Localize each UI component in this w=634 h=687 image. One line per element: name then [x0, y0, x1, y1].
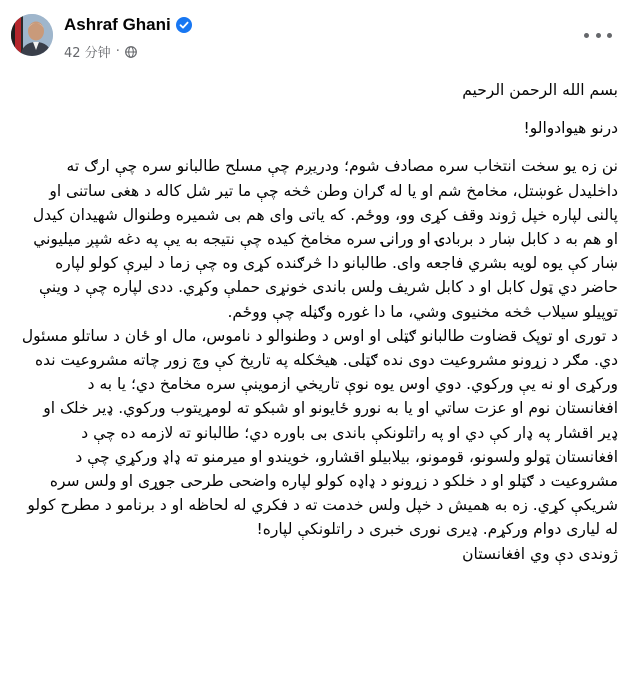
post-salutation: درنو هیوادوالو!: [523, 119, 618, 138]
post-body: [20, 78, 618, 566]
post-closing: ژوندی دې وي افغانستان: [462, 544, 618, 563]
meta-separator: ·: [115, 44, 120, 59]
post-greeting: بسم الله الرحمن الرحیم: [462, 81, 618, 99]
post-meta: [64, 42, 137, 61]
more-options-icon[interactable]: [584, 25, 612, 45]
globe-icon[interactable]: [125, 46, 137, 58]
author-name[interactable]: [64, 15, 192, 35]
post-timestamp[interactable]: 42 分钟: [64, 46, 111, 61]
verified-badge-icon: [176, 17, 192, 33]
post-paragraph: د توری او توپک قضاوت طالبانو ګټلی او اوس د وطنوالو د ناموس، مال او ځان د ساتلو مسئول دي. مګر د زړونو مشروعیت دوی نده ګټلی. هیڅکله په تاریخ کې وچ زور چاته مشروعیت نده ورکړی او نه یې ورکوي. دوي اوس یوه نوې تاریخي ازموینې سره مخامخ دي؛ یا به د افغانستان نوم او عزت ساتي او یا به نورو ځایونو او شبکو ته لومړیتوب ورکوي. ډیر خلک او ډیر اقشار په ډار کې دي او په راتلونکې باندی بی باوره دي؛ طالبانو ته لازمه ده چې د افغانستان ټولو ولسونو، قومونو، بیلابیلو اقشارو، خویندو او میرمنو ته ډاډ ورکړي چې د مشروعیت د ګټلو او د خلکو د زړونو د ډاډه کولو لپاره واضحی طرحی جوړی او ولس سره شریکې کړي. زه به همیش د خپل ولس خدمت ته د فکري له لحاظه او د برنامو د مطرح کولو له لیاری دوام ورکړم. ډیری نوری خبری د راتلونکې لپاره!: [21, 326, 618, 539]
post-header: [0, 0, 634, 68]
author-name-text[interactable]: Ashraf Ghani: [64, 15, 171, 34]
avatar[interactable]: [11, 14, 53, 56]
post-paragraph: نن زه یو سخت انتخاب سره مصادف شوم؛ ودریږم چې مسلح طالبانو سره چې ارګ ته داخلیدل غوښتل، مخامخ شم او یا له ګران وطن څخه چې ما تیر شل کاله د هغی ساتنی او پالنی لپاره خپل ژوند وقف کړی وو، ووځم. که یاتی وای هم بی شمیره وطنوال شهیدان کیدل او هم به د کابل ښار د بربادۍ او ورانۍ سره مخامخ کیده چې نتیجه به یې په دغه شپږ میلیوني ښار کې یوه لويه بشري فاجعه وای. طالبانو دا څرګنده کړی وه چې زما د لیرې کولو لپاره حاضر دي ټول کابل او د کابل شریف ولس باندی خونړی حملې وکړي. ددی لپاره چې د وینې توپیلو سیلاب څخه مخنیوی وشي، ما دا غوره وګڼله چې ووځم.: [32, 157, 618, 321]
